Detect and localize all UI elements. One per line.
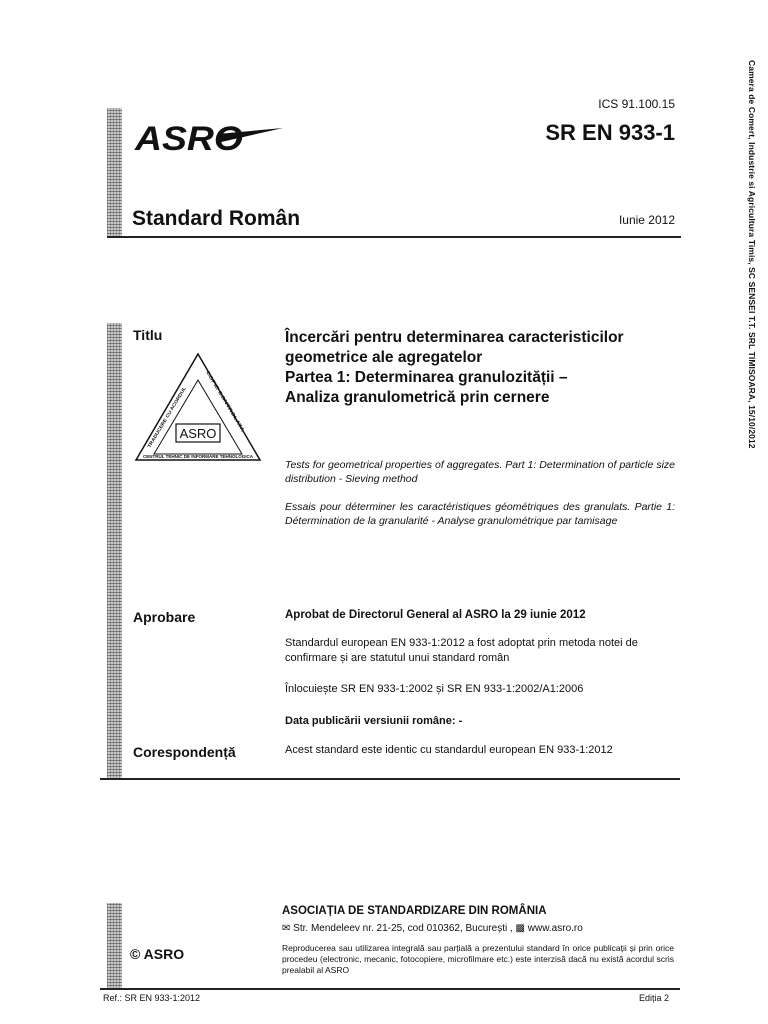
correspondence-text: Acest standard este identic cu standardul european EN 933-1:2012 <box>285 744 613 756</box>
approval-heading: Aprobat de Directorul General al ASRO la 29 iunie 2012 <box>285 609 586 621</box>
side-stamp: Camera de Comert, Industrie si Agricultura Timis, SC SENSEI T.T. SRL TIMISOARA, 15/10/2012 <box>747 60 757 449</box>
title-label: Titlu <box>133 327 163 343</box>
document-reference: Ref.: SR EN 933-1:2012 <box>103 993 201 1003</box>
seal-bottom-text: CENTRUL TEHNIC DE INFORMARE TEHNOLOGICA <box>143 454 254 459</box>
envelope-icon: ✉ <box>282 923 291 934</box>
standard-type: Standard Român <box>132 207 301 230</box>
title-line-3: Partea 1: Determinarea granulozității – <box>285 369 568 386</box>
header-divider <box>107 236 681 238</box>
computer-icon: ▩ <box>515 923 525 934</box>
logo-text: ASRO <box>133 120 243 158</box>
footer-side-bar <box>107 903 122 989</box>
footer-divider <box>100 988 680 990</box>
title-romanian <box>285 328 685 408</box>
title-line-4: Analiza granulometrică prin cernere <box>285 389 550 406</box>
header-side-bar <box>107 108 122 237</box>
copyright-notice: Reproducerea sau utilizarea integrală sau parțială a prezentului standard în orice publicații și prin orice procedeu (electronic, mecanic, fotocopiere, microfilmare etc.) este interzisă dacă nu există acordul scris prealabil al ASRO <box>282 943 674 975</box>
standard-code: SR EN 933-1 <box>545 120 675 145</box>
publication-month: Iunie 2012 <box>618 213 675 227</box>
approval-text: Standardul european EN 933-1:2012 a fost adoptat prin metoda notei de confirmare și are statutul unui standard român <box>285 637 638 664</box>
title-line-1: Încercări pentru determinarea caracteristicilor <box>285 329 624 346</box>
seal-left-text: TRADUCERE CU ACORDUL <box>146 393 183 449</box>
correspondence-label: Corespondență <box>133 744 236 760</box>
approval-label: Aprobare <box>133 609 196 625</box>
address-text: Str. Mendeleev nr. 21-25, cod 010362, București , <box>293 923 513 934</box>
copyright-mark: © ASRO <box>130 946 185 962</box>
title-french: Essais pour déterminer les caractéristiques géométriques des granulats. Partie 1: Détermination de la granularité - Analyse granulométrique par tamisage <box>285 501 675 527</box>
body-side-bar <box>107 323 122 779</box>
seal-right-text: COPIE CONTROLATA <box>205 369 234 413</box>
title-line-2: geometrice ale agregatelor <box>285 349 483 366</box>
certification-seal <box>132 350 264 468</box>
ics-code: ICS 91.100.15 <box>598 97 675 111</box>
seal-center-text: ASRO <box>179 426 217 441</box>
body-divider <box>100 778 680 780</box>
asro-logo <box>133 112 293 162</box>
publication-date: Data publicării versiunii române: - <box>285 715 463 727</box>
org-name: ASOCIAȚIA DE STANDARDIZARE DIN ROMÂNIA <box>282 905 547 917</box>
replaces-text: Înlocuiește SR EN 933-1:2002 și SR EN 933-1:2002/A1:2006 <box>285 683 584 695</box>
website-link[interactable]: www.asro.ro <box>527 923 583 934</box>
title-english: Tests for geometrical properties of aggregates. Part 1: Determination of particle size distribution - Sieving method <box>285 459 675 485</box>
org-address <box>282 923 583 934</box>
edition: Ediția 2 <box>638 993 669 1003</box>
